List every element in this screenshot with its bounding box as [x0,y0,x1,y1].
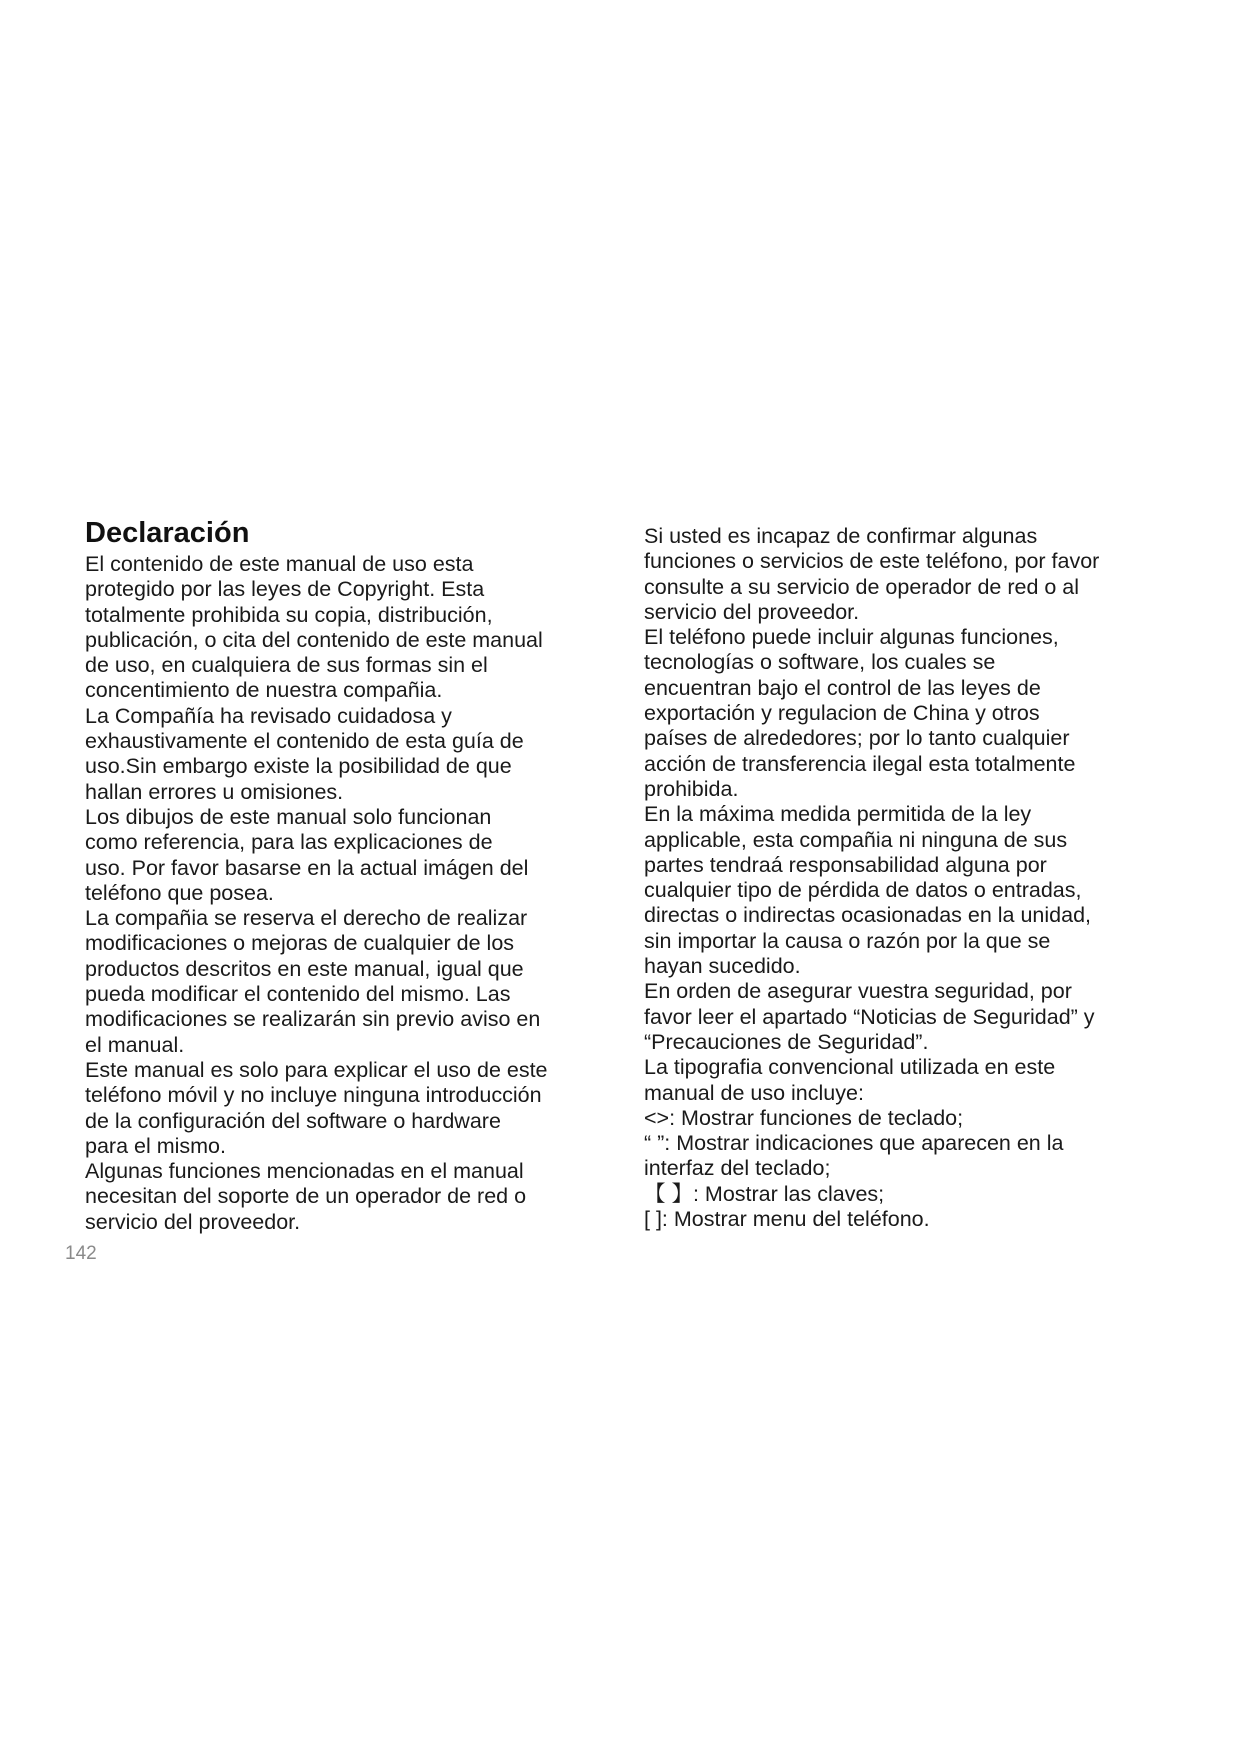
text-line: favor leer el apartado “Noticias de Seguridad” y [644,1004,1095,1029]
text-line: <>: Mostrar funciones de teclado; [644,1105,964,1130]
text-line: modificaciones o mejoras de cualquier de los [85,931,515,956]
text-line: publicación, o cita del contenido de este manual [85,627,543,652]
text-line: interfaz del teclado; [644,1156,831,1181]
text-line: [ ]: Mostrar menu del teléfono. [644,1207,930,1232]
text-line: uso.Sin embargo existe la posibilidad de que [85,754,512,779]
text-line: applicable, esta compañia ni ninguna de sus [644,827,1068,852]
text-line: tecnologías o software, los cuales se [644,650,996,675]
text-line: directas o indirectas ocasionadas en la unidad, [644,903,1092,928]
text-line: “ ”: Mostrar indicaciones que aparecen en la [644,1131,1064,1156]
text-line: el manual. [85,1032,185,1057]
text-line: prohibida. [644,776,739,801]
text-line: La tipografia convencional utilizada en este [644,1055,1056,1080]
text-line: de uso, en cualquiera de sus formas sin el [85,653,488,678]
text-line: Este manual es solo para explicar el uso de este [85,1057,548,1082]
right-column [644,524,1164,1232]
text-line: partes tendraá responsabilidad alguna por [644,852,1047,877]
text-line: Algunas funciones mencionadas en el manual [85,1159,524,1184]
text-line: El contenido de este manual de uso esta [85,552,474,576]
text-line: como referencia, para las explicaciones de [85,830,493,855]
text-line: cualquier tipo de pérdida de datos o entradas, [644,878,1082,903]
text-line: Los dibujos de este manual solo funcionan [85,804,492,829]
text-line: exhaustivamente el contenido de esta guía de [85,729,524,754]
left-column-text [85,552,605,1235]
text-line: necesitan del soporte de un operador de red o [85,1184,527,1209]
text-line: “Precauciones de Seguridad”. [644,1029,929,1054]
text-line: sin importar la causa o razón por la que se [644,928,1051,953]
text-line: En orden de asegurar vuestra seguridad, por [644,979,1072,1004]
text-line: productos descritos en este manual, igual que [85,956,524,981]
text-line: teléfono móvil y no incluye ninguna introducción [85,1083,542,1108]
text-line: protegido por las leyes de Copyright. Esta [85,577,485,602]
text-line: servicio del proveedor. [644,599,860,624]
text-line: concentimiento de nuestra compañia. [85,678,443,703]
text-line: hayan sucedido. [644,954,801,979]
text-line: países de alrededores; por lo tanto cualquier [644,726,1070,751]
page-number: 142 [65,1243,97,1264]
text-line: La compañia se reserva el derecho de realizar [85,906,528,931]
right-column-text [644,524,1164,1232]
text-line: acción de transferencia ilegal esta totalmente [644,751,1076,776]
text-line: consulte a su servicio de operador de red o al [644,574,1080,599]
text-line: En la máxima medida permitida de la ley [644,802,1032,827]
text-line: encuentran bajo el control de las leyes de [644,675,1041,700]
text-line: manual de uso incluye: [644,1080,864,1105]
text-line: teléfono que posea. [85,880,274,905]
text-line: totalmente prohibida su copia, distribución, [85,602,493,627]
text-line: pueda modificar el contenido del mismo. Las [85,982,511,1007]
text-line: servicio del proveedor. [85,1209,301,1234]
text-line: para el mismo. [85,1133,226,1158]
text-line: modificaciones se realizarán sin previo aviso en [85,1007,541,1032]
text-line: exportación y regulacion de China y otros [644,701,1040,726]
text-line: hallan errores u omisiones. [85,779,344,804]
text-line: Si usted es incapaz de confirmar algunas [644,524,1038,548]
text-line: El teléfono puede incluir algunas funciones, [644,625,1059,650]
text-line: uso. Por favor basarse en la actual imágen del [85,855,529,880]
text-line: de la configuración del software o hardware [85,1108,501,1133]
left-column [85,516,605,1235]
text-line: funciones o servicios de este teléfono, por favor [644,549,1100,574]
text-line: 【 】: Mostrar las claves; [644,1181,885,1206]
page-title: Declaración [85,517,250,549]
text-line: La Compañía ha revisado cuidadosa y [85,703,452,728]
